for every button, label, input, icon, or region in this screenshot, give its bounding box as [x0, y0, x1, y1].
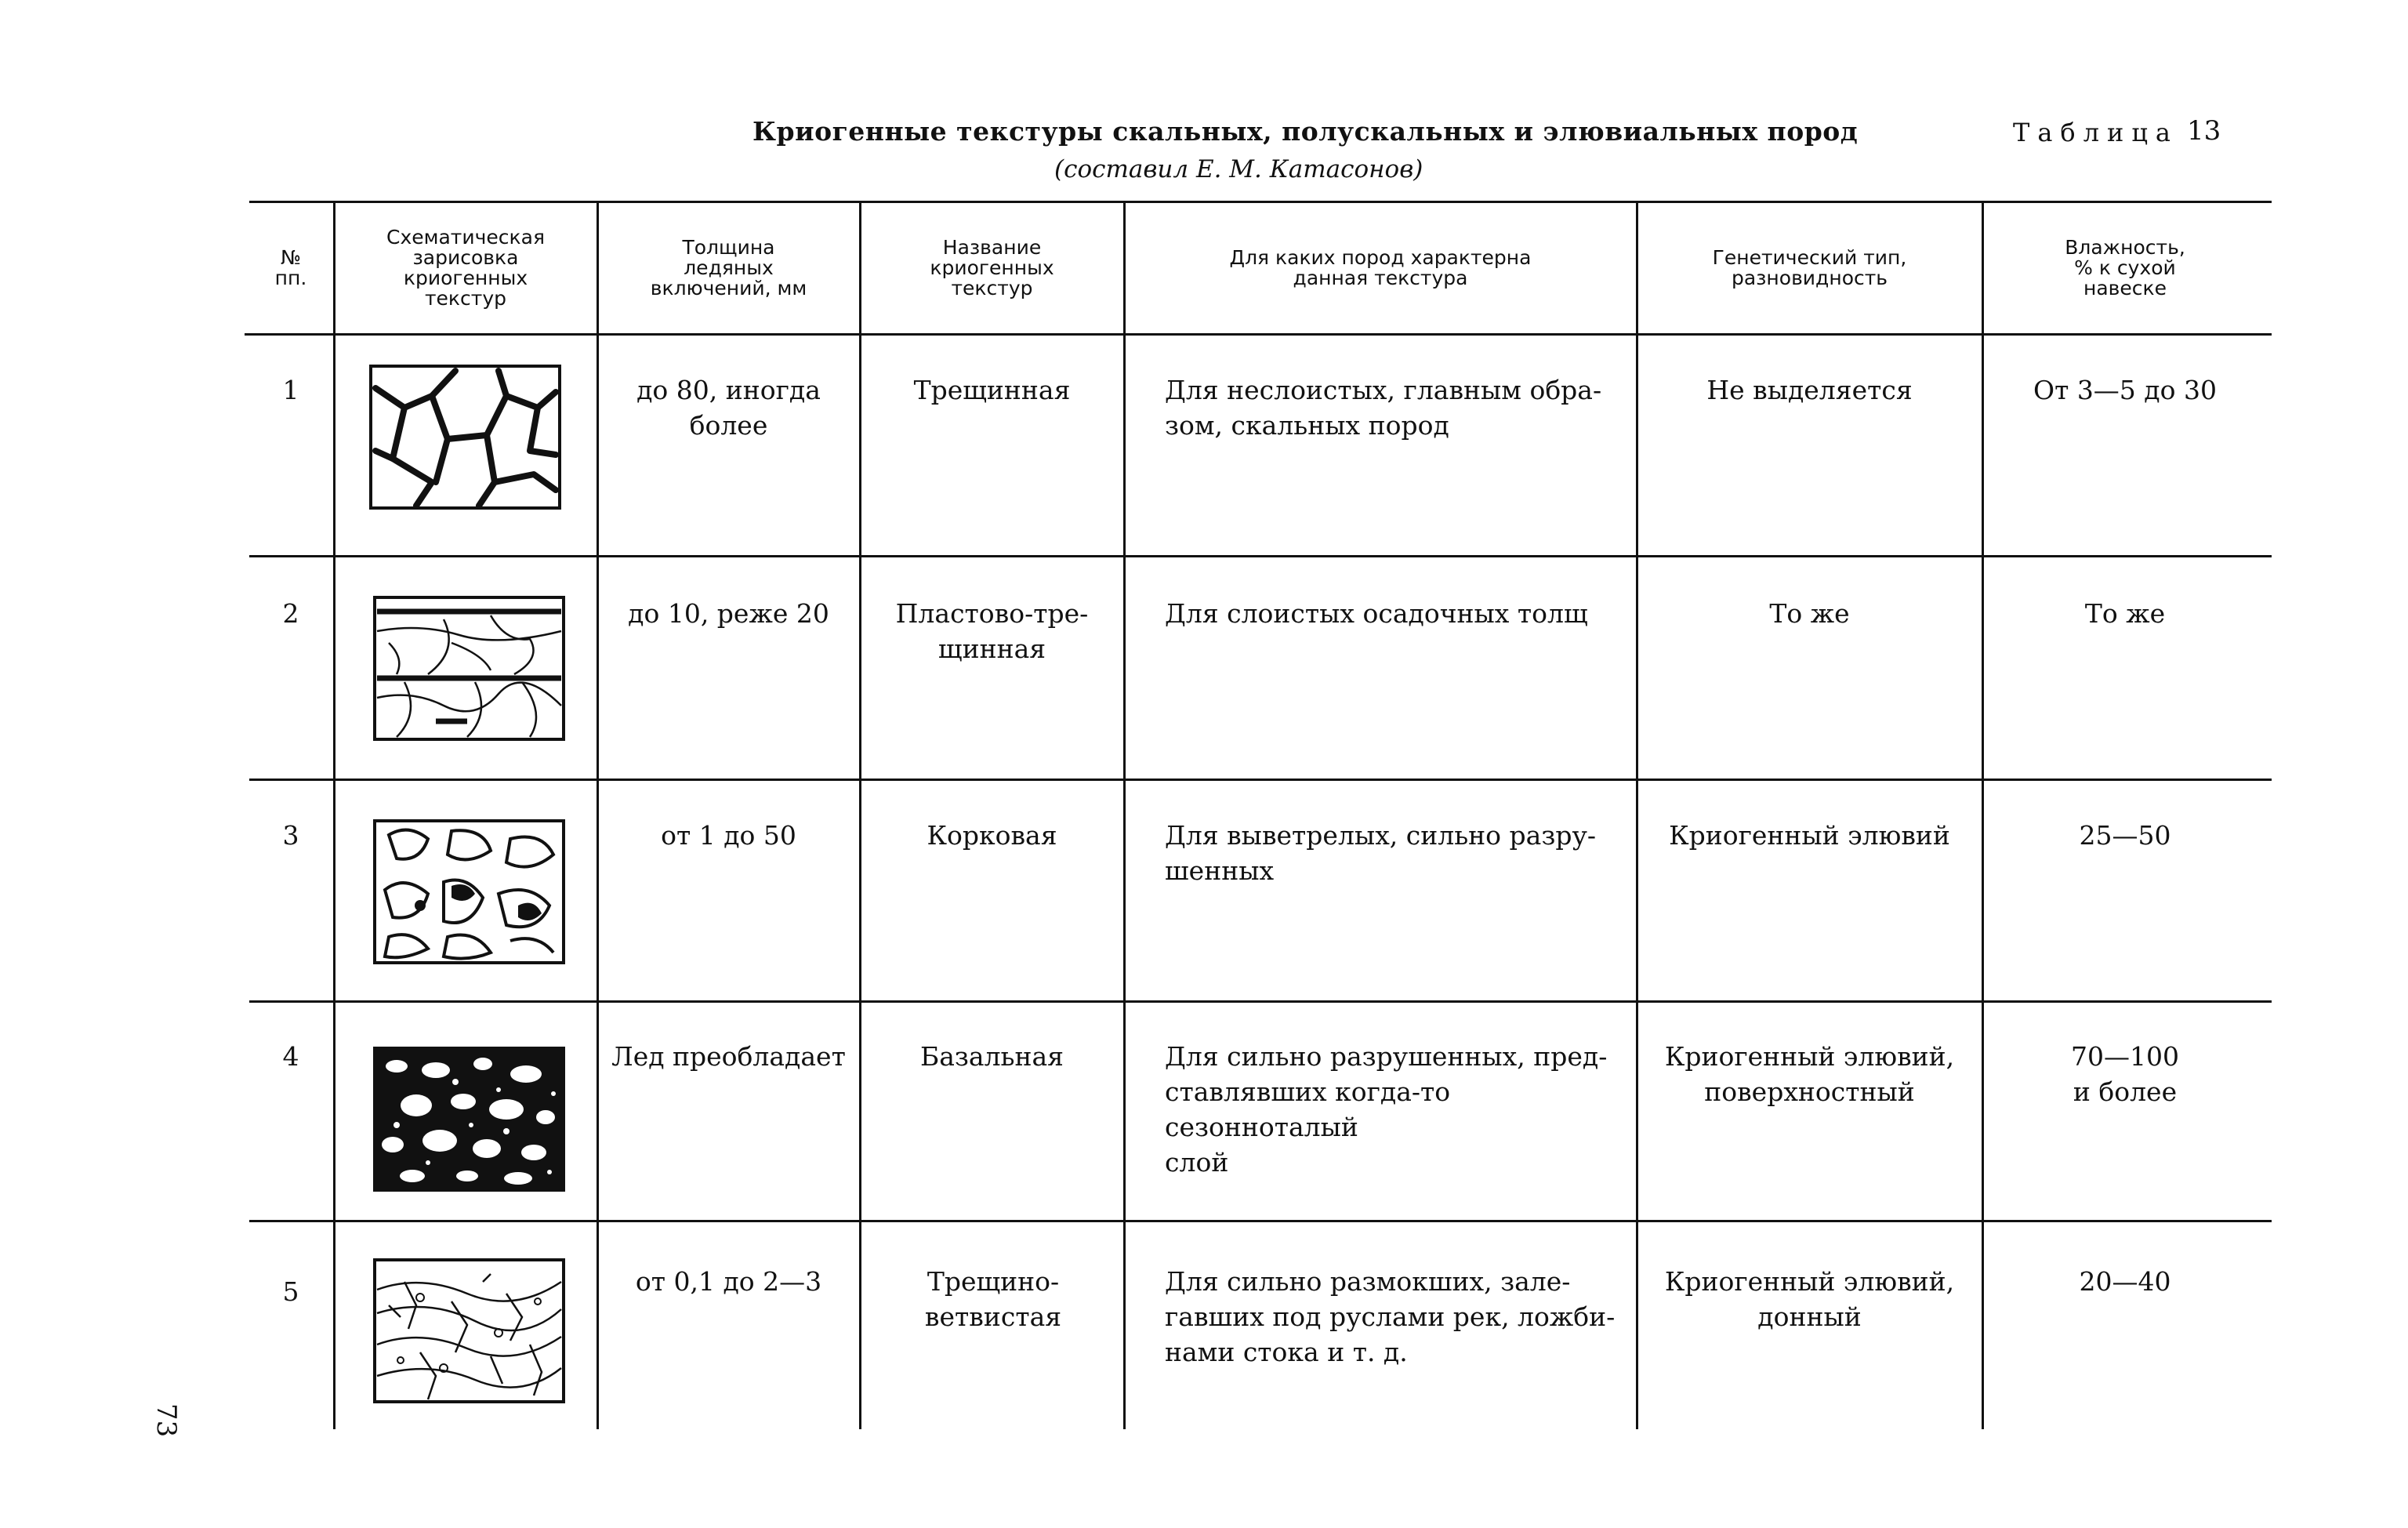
row-3-rocks: Для выветрелых, сильно разру- шенных: [1165, 820, 1597, 886]
header-bottom-rule: [245, 333, 2272, 336]
row-1-genetic: Не выделяется: [1706, 375, 1913, 405]
table-number: 13: [2187, 115, 2221, 147]
row-divider: [249, 555, 2272, 557]
row-1-name: Трещинная: [913, 375, 1071, 405]
crust-texture-icon: [373, 819, 565, 964]
row-2-genetic: То же: [1769, 598, 1850, 629]
row-5-num: 5: [282, 1276, 299, 1307]
basal-texture-icon: [373, 1047, 565, 1192]
page-number: 73: [150, 1403, 182, 1438]
branched-fissure-texture-icon: [373, 1258, 565, 1403]
row-4-name: Базальная: [919, 1041, 1064, 1072]
row-5-thickness: от 0,1 до 2—3: [635, 1266, 822, 1297]
row-2-name: Пластово-тре- щинная: [895, 598, 1089, 664]
table-subtitle: (составил Е. М. Катасонов): [1054, 155, 1423, 183]
table-title: Криогенные текстуры скальных, полускальных и элювиальных пород: [752, 116, 1859, 147]
row-4-num: 4: [282, 1041, 299, 1072]
row-2-thickness: до 10, реже 20: [628, 598, 829, 629]
row-1-moisture: От 3—5 до 30: [2033, 375, 2217, 405]
column-divider: [1123, 202, 1126, 1429]
row-5-rocks: Для сильно размокших, зале- гавших под руслами рек, ложби- нами стока и т. д.: [1165, 1266, 1616, 1367]
row-1-rocks: Для неслоистых, главным обра- зом, скальных пород: [1165, 375, 1602, 441]
row-divider: [249, 779, 2272, 781]
table-label: Таблица: [2013, 118, 2178, 147]
row-4-genetic: Криогенный элювий, поверхностный: [1664, 1041, 1955, 1107]
header-moisture: Влажность, % к сухой навеске: [2065, 235, 2185, 300]
row-4-thickness: Лед преобладает: [611, 1041, 846, 1072]
row-1-num: 1: [282, 375, 299, 405]
row-divider: [249, 1220, 2272, 1222]
row-5-name: Трещино-ветвистая: [924, 1266, 1062, 1332]
row-3-num: 3: [282, 820, 299, 851]
header-thickness: Толщина ледяных включений, мм: [650, 235, 807, 300]
row-1-thickness: до 80, иногда более: [636, 375, 821, 441]
row-3-thickness: от 1 до 50: [661, 820, 796, 851]
row-5-moisture: 20—40: [2079, 1266, 2171, 1297]
row-5-genetic: Криогенный элювий, донный: [1664, 1266, 1955, 1332]
row-divider: [249, 1000, 2272, 1003]
header-genetic: Генетический тип, разновидность: [1712, 245, 1907, 289]
header-name: Название криогенных текстур: [930, 235, 1054, 300]
table-top-rule: [249, 201, 2272, 203]
row-2-rocks: Для слоистых осадочных толщ: [1165, 598, 1588, 629]
header-num: № пп.: [274, 245, 307, 289]
fissure-texture-icon: [369, 365, 561, 510]
row-4-rocks: Для сильно разрушенных, пред- ставлявших когда-то сезонноталый слой: [1165, 1041, 1608, 1178]
header-sketch: Схематическая зарисовка криогенных текстур: [386, 225, 545, 310]
row-3-moisture: 25—50: [2079, 820, 2171, 851]
row-4-moisture: 70—100 и более: [2071, 1041, 2179, 1107]
column-divider: [333, 202, 335, 1429]
row-3-genetic: Криогенный элювий: [1669, 820, 1950, 851]
row-3-name: Корковая: [927, 820, 1057, 851]
header-rocks: Для каких пород характерна данная текстура: [1229, 245, 1532, 289]
row-2-num: 2: [282, 598, 299, 629]
row-2-moisture: То же: [2084, 598, 2166, 629]
layered-fissure-texture-icon: [373, 596, 565, 741]
